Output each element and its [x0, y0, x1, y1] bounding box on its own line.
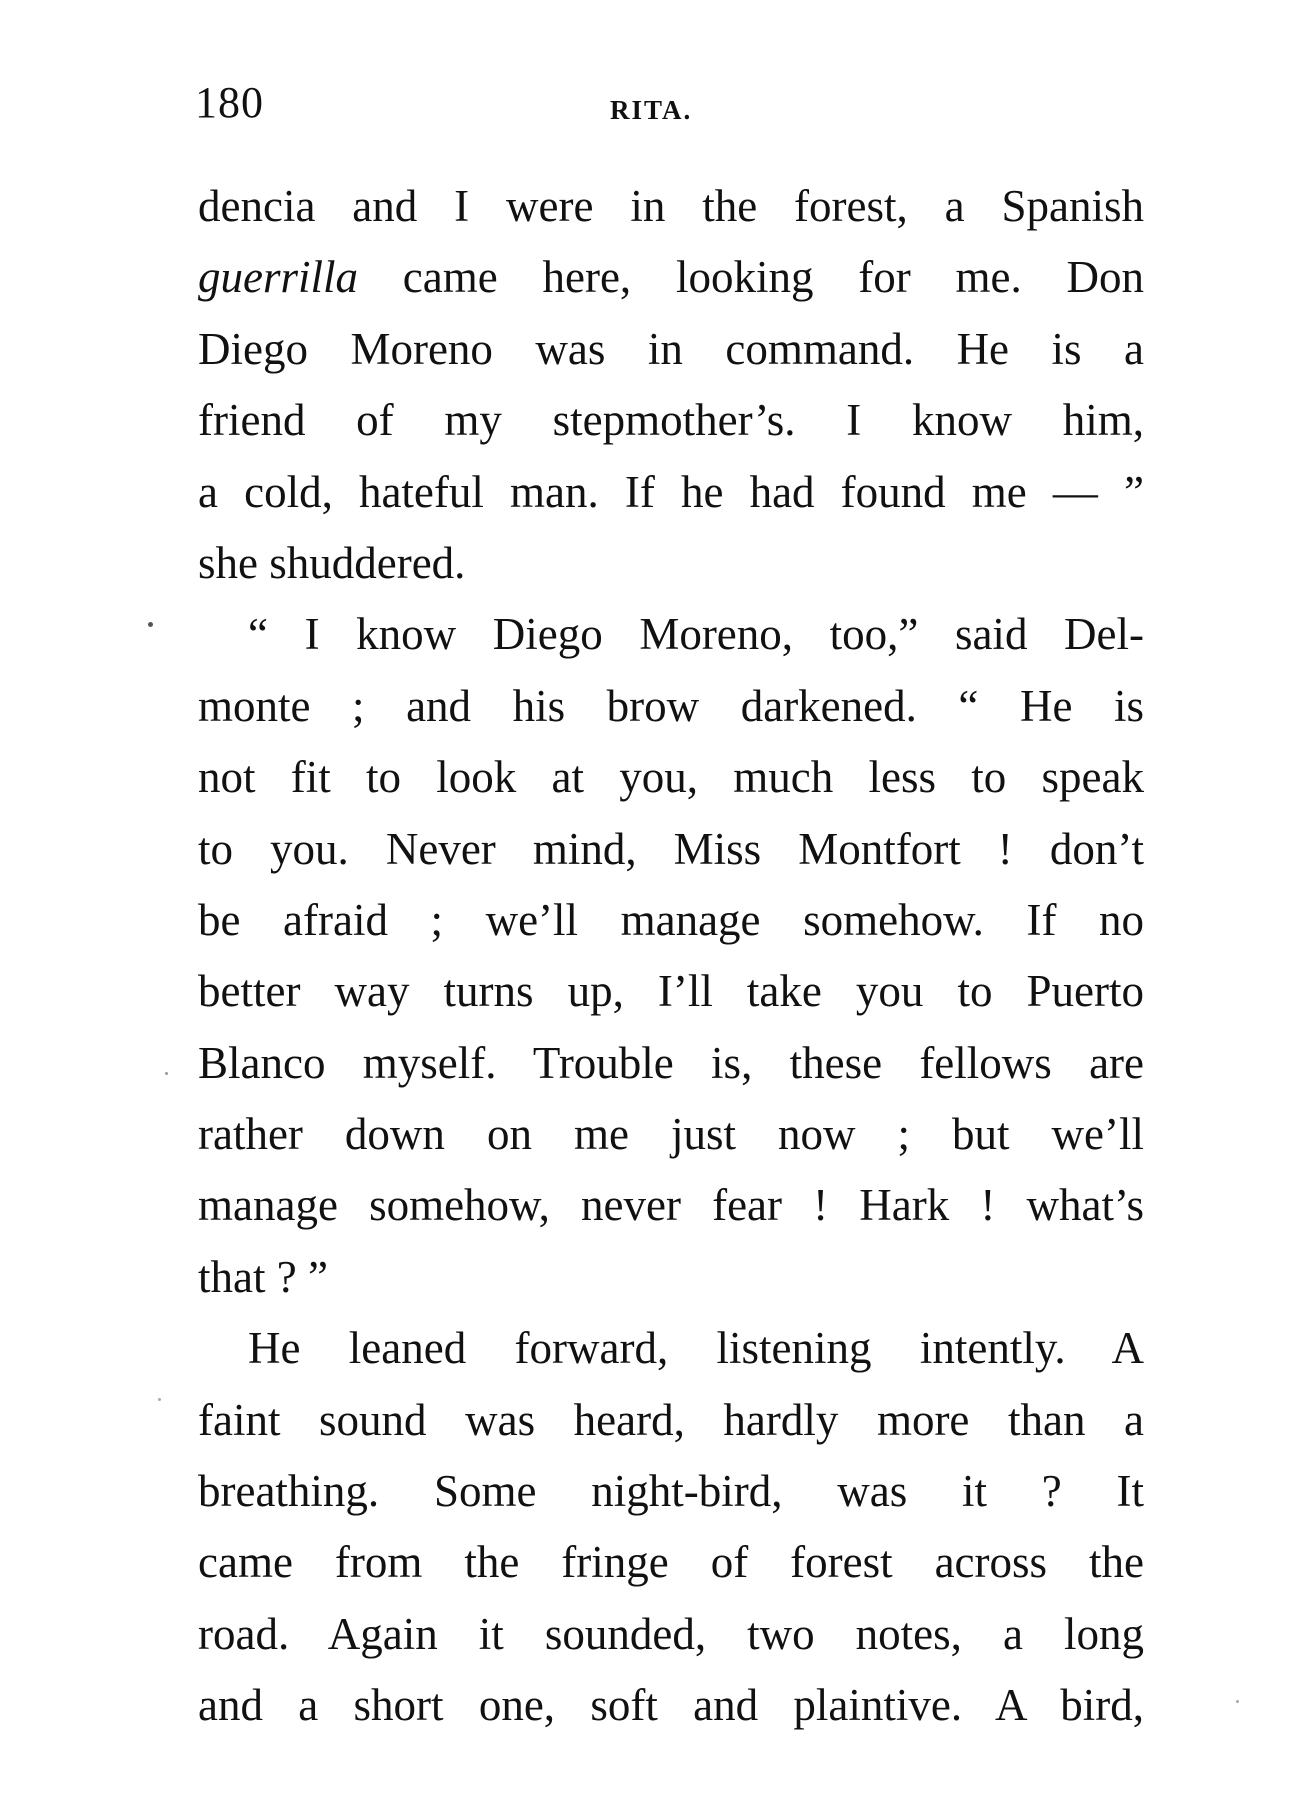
text-line: Blanco myself. Trouble is, these fellows are	[198, 1037, 1144, 1088]
page-header	[195, 70, 1155, 140]
text-line: came from the fringe of forest across the	[198, 1537, 1144, 1588]
text-line: and a short one, soft and plaintive. A bird,	[198, 1680, 1144, 1731]
text-line: that ? ”	[198, 1251, 328, 1302]
text-line: Diego Moreno was in command. He is a	[198, 323, 1144, 374]
text-line: manage somehow, never fear ! Hark ! what’s	[198, 1180, 1144, 1231]
running-head: RITA.	[610, 95, 693, 125]
text-line: rather down on me just now ; but we’ll	[198, 1109, 1144, 1160]
text-line: dencia and I were in the forest, a Spanish	[198, 181, 1144, 231]
text-line: better way turns up, I’ll take you to Puerto	[198, 966, 1144, 1017]
text-line: friend of my stepmother’s. I know him,	[198, 395, 1144, 446]
page-number: 180	[195, 78, 264, 127]
text-line: monte ; and his brow darkened. “ He is	[198, 680, 1144, 731]
text-line: to you. Never mind, Miss Montfort ! don’t	[198, 823, 1144, 874]
print-speck	[158, 1398, 161, 1401]
text-line: she shuddered.	[198, 537, 466, 588]
print-speck	[165, 1072, 168, 1075]
text-line: “ I know Diego Moreno, too,” said Del-	[248, 609, 1144, 660]
print-speck	[1236, 1700, 1239, 1703]
text-line: not fit to look at you, much less to speak	[198, 752, 1144, 803]
body-text	[198, 171, 1144, 1742]
text-line: breathing. Some night-bird, was it ? It	[198, 1466, 1144, 1517]
text-line: He leaned forward, listening intently. A	[248, 1323, 1144, 1374]
text-line: be afraid ; we’ll manage somehow. If no	[198, 894, 1144, 945]
text-line: a cold, hateful man. If he had found me — ”	[198, 466, 1144, 517]
text-line: guerrilla came here, looking for me. Don	[198, 252, 1144, 303]
print-speck	[148, 622, 153, 627]
text-line: road. Again it sounded, two notes, a long	[198, 1608, 1144, 1659]
text-line: faint sound was heard, hardly more than a	[198, 1394, 1144, 1445]
italic-word: guerrilla	[198, 252, 359, 303]
